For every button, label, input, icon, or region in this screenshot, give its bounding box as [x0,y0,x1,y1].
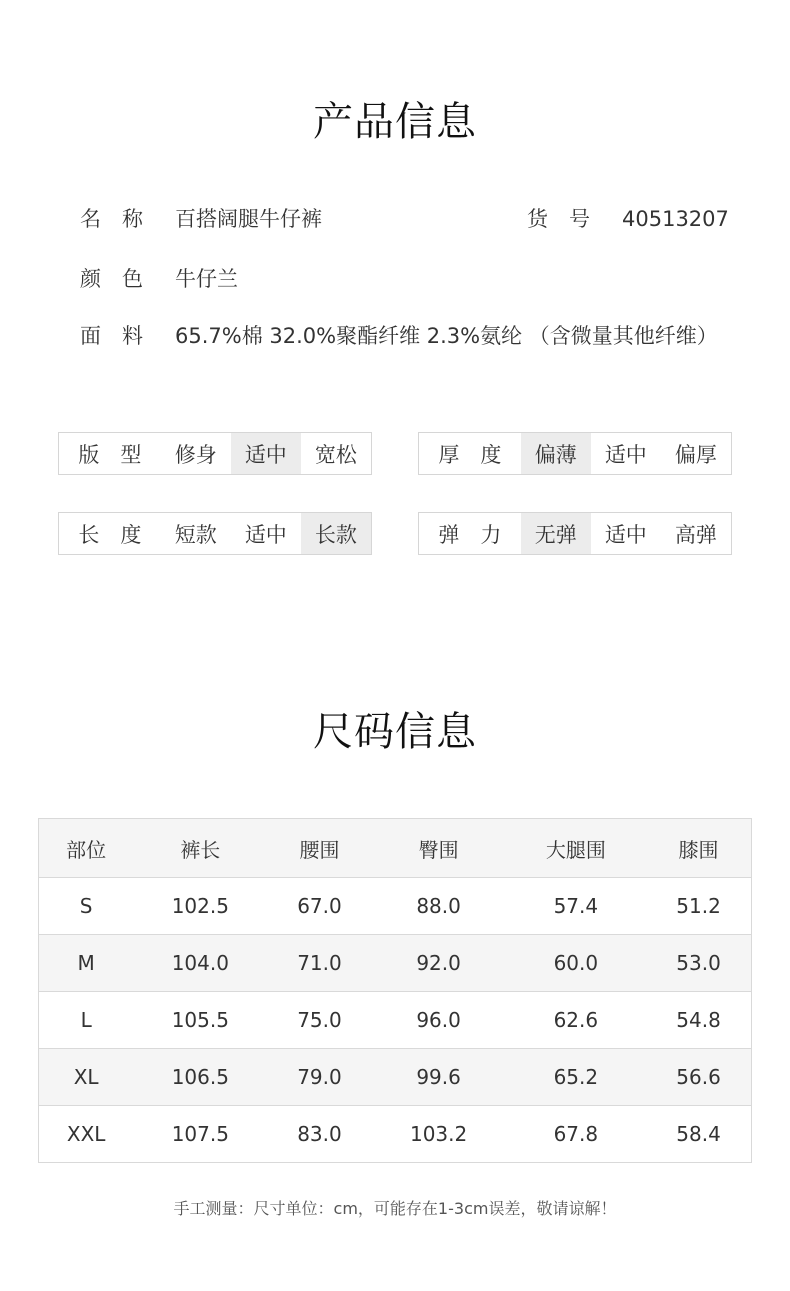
table-cell: 54.8 [646,992,751,1049]
fabric-value: 65.7%棉 32.0%聚酯纤维 2.3%氨纶 （含微量其他纤维） [175,324,718,348]
attr-thickness-label: 厚 度 [438,442,502,467]
table-cell: 62.6 [506,992,646,1049]
table-cell: 75.0 [267,992,371,1049]
table-cell: 106.5 [133,1049,267,1106]
attr-length [58,512,372,555]
attr-thickness [418,432,732,475]
table-cell: XXL [39,1106,134,1163]
table-cell: 105.5 [133,992,267,1049]
table-cell: 58.4 [646,1106,751,1163]
table-cell: 79.0 [267,1049,371,1106]
attr-length-option: 适中 [244,522,287,547]
attr-length-option: 短款 [174,522,217,547]
product-name-label: 名 称 [80,207,143,231]
table-cell: 67.0 [267,878,371,935]
table-cell: 92.0 [372,935,506,992]
table-row [39,1106,752,1163]
size-table-header: 臀围 [372,819,506,878]
table-row [39,1049,752,1106]
table-cell: 65.2 [506,1049,646,1106]
color-row [80,263,238,293]
table-cell: XL [39,1049,134,1106]
table-cell: 57.4 [506,878,646,935]
table-row [39,878,752,935]
table-cell: 83.0 [267,1106,371,1163]
table-cell: 71.0 [267,935,371,992]
table-cell: 53.0 [646,935,751,992]
product-name-value: 百搭阔腿牛仔裤 [175,207,322,231]
attr-length-label: 长 度 [78,522,142,547]
product-info-title: 产品信息 [313,99,477,145]
table-cell: 104.0 [133,935,267,992]
attr-elasticity-option: 适中 [604,522,647,547]
attr-elasticity-option: 高弹 [674,522,717,547]
table-cell: L [39,992,134,1049]
product-name-row [80,203,322,233]
table-row [39,935,752,992]
attr-length-option: 长款 [301,513,371,554]
attr-fit-option: 适中 [231,433,301,474]
sku-row [527,203,729,233]
table-cell: 103.2 [372,1106,506,1163]
fabric-row [80,320,718,350]
size-table-header: 部位 [39,819,134,878]
table-cell: 60.0 [506,935,646,992]
sku-value: 40513207 [622,207,729,231]
table-cell: 96.0 [372,992,506,1049]
attr-thickness-option: 适中 [604,442,647,467]
table-cell: 99.6 [372,1049,506,1106]
measurement-note: 手工测量：尺寸单位：cm，可能存在1-3cm误差，敬请谅解！ [173,1199,617,1218]
attr-fit-option: 宽松 [314,442,357,467]
fabric-label: 面 料 [80,324,143,348]
color-value: 牛仔兰 [175,267,238,291]
size-table-header: 大腿围 [506,819,646,878]
table-cell: 56.6 [646,1049,751,1106]
size-table-header: 腰围 [267,819,371,878]
attr-elasticity-option: 无弹 [521,513,591,554]
size-table-header: 裤长 [133,819,267,878]
size-table-header-row [39,819,752,878]
table-cell: 102.5 [133,878,267,935]
color-label: 颜 色 [80,267,143,291]
size-table [38,818,752,1163]
attr-fit [58,432,372,475]
table-cell: 51.2 [646,878,751,935]
attr-thickness-option: 偏厚 [674,442,717,467]
table-cell: 88.0 [372,878,506,935]
size-info-title: 尺码信息 [313,709,477,755]
attr-elasticity-label: 弹 力 [438,522,502,547]
attr-fit-option: 修身 [174,442,217,467]
table-cell: M [39,935,134,992]
size-table-header: 膝围 [646,819,751,878]
table-cell: S [39,878,134,935]
attr-fit-label: 版 型 [78,442,142,467]
table-row [39,992,752,1049]
attr-thickness-option: 偏薄 [521,433,591,474]
sku-label: 货 号 [527,207,590,231]
attr-elasticity [418,512,732,555]
table-cell: 107.5 [133,1106,267,1163]
table-cell: 67.8 [506,1106,646,1163]
